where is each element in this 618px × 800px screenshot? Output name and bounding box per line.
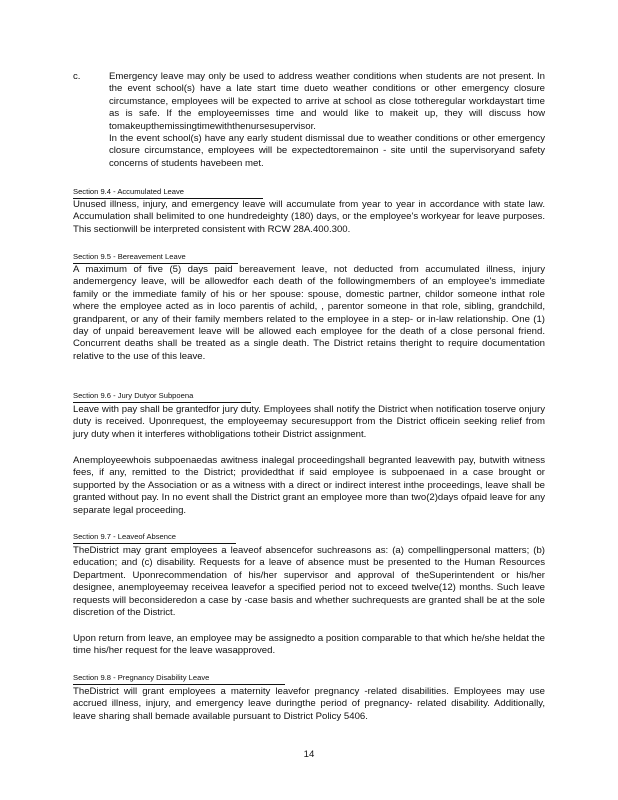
section-9-5-paragraph: A maximum of five (5) days paid bereavement leave, not deducted from accumulated illness, injury andemergency leave, will be allowedfor each death of the followingmembers of an employee's immediate family or the immediate family of his or her spouse: spouse, domestic partner, childor someone inthat role where the employee acted as in loco parentis of achild, , parentor someone in that role, sibling, grandchild, grandparent, or any of their family members related to the employee in a step- or in-law relationship. One (1) day of unpaid bereavement leave will be allowed each employee for the death of a close personal friend. Concurrent deaths shall be treated as a single death. The District retains theright to require documentation relative to the use of this leave. (73, 264, 545, 362)
section-9-7-paragraph-2: Upon return from leave, an employee may be assignedto a position comparable to that which he/she heldat the time his/her request for the leave wasapproved. (73, 633, 545, 657)
section-9-4-paragraph: Unused illness, injury, and emergency leave will accumulate from year to year in accordance with state law. Accumulation shall belimited to one hundredeighty (180) days, or the employee's workyear for leave purposes. This sectionwill be interpreted consistent with RCW 28A.400.300. (73, 199, 545, 235)
page-number: 14 (303, 749, 315, 760)
section-heading-9-7: Section 9.7 - Leaveof Absence (73, 532, 236, 544)
section-9-6-paragraph-1: Leave with pay shall be grantedfor jury duty. Employees shall notify the District when notification toserve onjury duty is received. Uponrequest, the employeemay securesupport from the District officein seeking relief from jury duty when it interferes withobligations totheir District assignment. (73, 404, 545, 440)
item-c-paragraph-2: In the event school(s) have any early student dismissal due to weather conditions or other emergency closure circumstance, employees will be expectedtoremainon - site until the supervisoryand safety concerns of students havebeen met. (109, 133, 545, 169)
section-heading-9-6: Section 9.6 - Jury Dutyor Subpoena (73, 391, 251, 403)
section-heading-9-4: Section 9.4 - Accumulated Leave (73, 187, 263, 199)
item-c-paragraph-1: Emergency leave may only be used to address weather conditions when students are not present. In the event school(s) have a late start time dueto weather conditions or other emergency closure circumstance, employees will be expected to arrive at school as close totheregular workdaystart time as is safe. If the employeemisses time and would like to makeit up, they will discuss how tomakeupthemissingtimewiththenursesupervisor. (109, 71, 545, 132)
section-heading-9-5: Section 9.5 - Bereavement Leave (73, 252, 238, 264)
section-9-6-paragraph-2: Anemployeewhois subpoenaedas awitness inalegal proceedingshall begranted leavewith pay, butwith witness fees, if any, remitted to the District; providedthat if said employee is subpoenaed in a case brought or supported by the Association or as a witness with a direct or indirect interest inthe proceedings, leave shall be granted without pay. In no event shall the District grant an employee more than two(2)days ofpaid leave for any separate legal proceeding. (73, 455, 545, 516)
section-9-8-paragraph: TheDistrict will grant employees a maternity leavefor pregnancy -related disabilities. Employees may use accrued illness, injury, and emergency leave duringthe period of pregnancy- related disability. Additionally, leave sharing shall bemade available pursuant to District Policy 5406. (73, 686, 545, 722)
section-9-7-paragraph-1: TheDistrict may grant employees a leaveof absencefor suchreasons as: (a) compellingpersonal matters; (b) education; and (c) disability. Requests for a leave of absence must be presented to the Human Resources Department. Uponrecommendation of his/her supervisor and approval of theSuperintendent or his/her designee, anemployeemay receivea leavefor a specified period not to exceed twelve(12) months. Such leave requests will beconsideredon a case by -case basis and whether suchrequests are granted shall be at the sole discretion of the District. (73, 545, 545, 619)
list-item-label: c. (73, 71, 81, 82)
section-heading-9-8: Section 9.8 - Pregnancy Disability Leave (73, 673, 285, 685)
